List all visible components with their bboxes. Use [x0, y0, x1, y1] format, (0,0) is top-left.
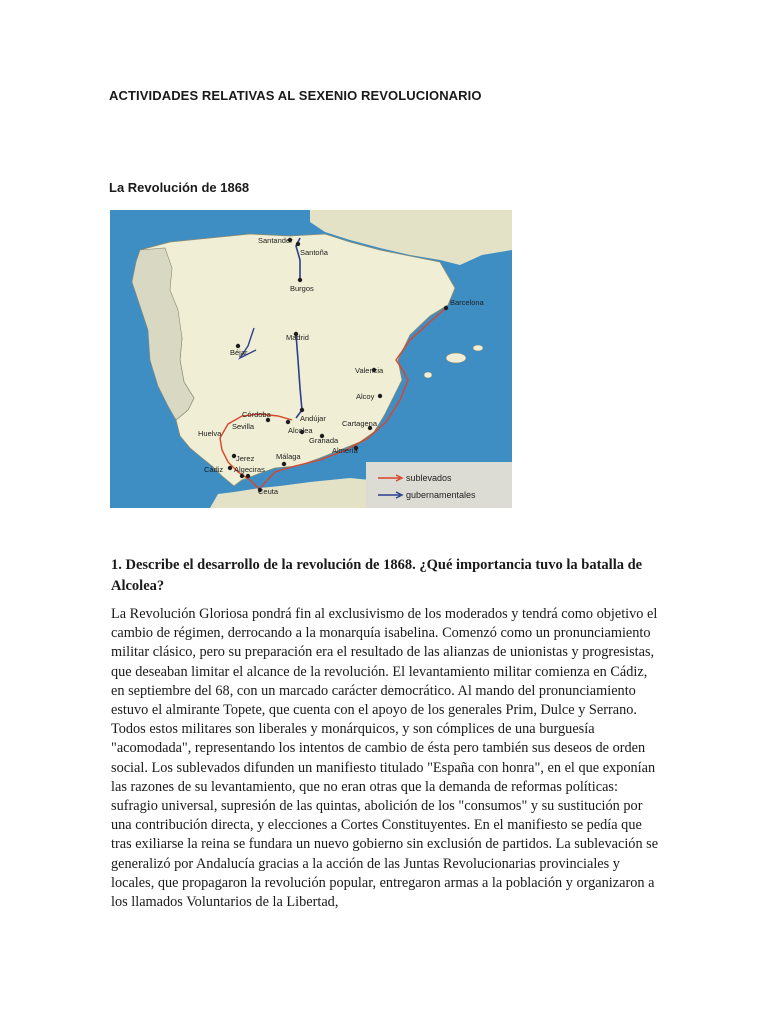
- city-label-barcelona: Barcelona: [450, 298, 484, 307]
- document-title: ACTIVIDADES RELATIVAS AL SEXENIO REVOLUCIONARIO: [109, 88, 482, 103]
- legend-sublevados-label: sublevados: [406, 473, 452, 483]
- city-label-algeciras: Algeciras: [234, 465, 265, 474]
- section-title: La Revolución de 1868: [109, 180, 250, 195]
- city-label-santona: Santoña: [300, 248, 328, 257]
- legend-box: [366, 462, 512, 508]
- city-label-malaga: Málaga: [276, 452, 301, 461]
- revolution-map: [110, 210, 512, 508]
- city-label-almeria: Almería: [332, 446, 358, 455]
- city-label-cartagena: Cartagena: [342, 419, 378, 428]
- ibiza: [424, 372, 432, 378]
- map-graphic: [110, 210, 512, 508]
- city-label-alcoy: Alcoy: [356, 392, 375, 401]
- city-label-madrid: Madrid: [286, 333, 309, 342]
- city-label-bejar: Béjar: [230, 348, 248, 357]
- city-label-cordoba: Córdoba: [242, 410, 271, 419]
- city-label-alcolea: Alcolea: [288, 426, 313, 435]
- menorca: [473, 345, 483, 351]
- city-label-burgos: Burgos: [290, 284, 314, 293]
- city-label-huelva: Huelva: [198, 429, 222, 438]
- city-label-ceuta: Ceuta: [258, 487, 279, 496]
- city-label-valencia: Valencia: [355, 366, 384, 375]
- legend-gubernamentales-label: gubernamentales: [406, 490, 476, 500]
- city-label-andujar: Andújar: [300, 414, 326, 423]
- answer-paragraph: La Revolución Gloriosa pondrá fin al exclusivismo de los moderados y tendrá como objetivo el cambio de régimen, derrocando a la monarquía isabelina. Comenzó como un pronunciamiento militar clásico, pero su preparación era el resultado de las alianzas de unionistas y progresistas, que deseaban limitar el alcance de la revolución. El levantamiento militar comienza en Cádiz, en septiembre del 68, con un marcado carácter democrático. Al mando del pronunciamiento estuvo el almirante Topete, que cuenta con el apoyo de los generales Prim, Dulce y Serrano. Todos estos militares son liberales y monárquicos, y son cómplices de una burguesía "acomodada", representando los intentos de cambio de ésta pero también sus deseos de orden social. Los sublevados difunden un manifiesto titulado "España con honra", en el que exponían las razones de su levantamiento, que no eran otras que la demanda de reformas políticas: sufragio universal, supresión de las quintas, abolición de los "consumos" y su sustitución por una contribución directa, y elecciones a Cortes Constituyentes. En el manifiesto se pedía que tras exiliarse la reina se fundara un nuevo gobierno sin exclusión de partidos. La sublevación se generalizó por Andalucía gracias a la acción de las Juntas Revolucionarias provinciales y locales, que propagaron la revolución popular, entregaron armas a la población y organizaron a los llamados Voluntarios de la Libertad,: [111, 606, 659, 911]
- mallorca: [446, 353, 466, 363]
- question-heading: 1. Describe el desarrollo de la revolución de 1868. ¿Qué importancia tuvo la batalla de Alcolea?: [111, 557, 643, 594]
- city-label-sevilla: Sevilla: [232, 422, 255, 431]
- map-legend: [366, 462, 512, 508]
- city-label-santander: Santander: [258, 236, 293, 245]
- city-label-jerez: Jerez: [236, 454, 255, 463]
- city-label-cadiz: Cádiz: [204, 465, 224, 474]
- city-label-granada: Granada: [309, 436, 339, 445]
